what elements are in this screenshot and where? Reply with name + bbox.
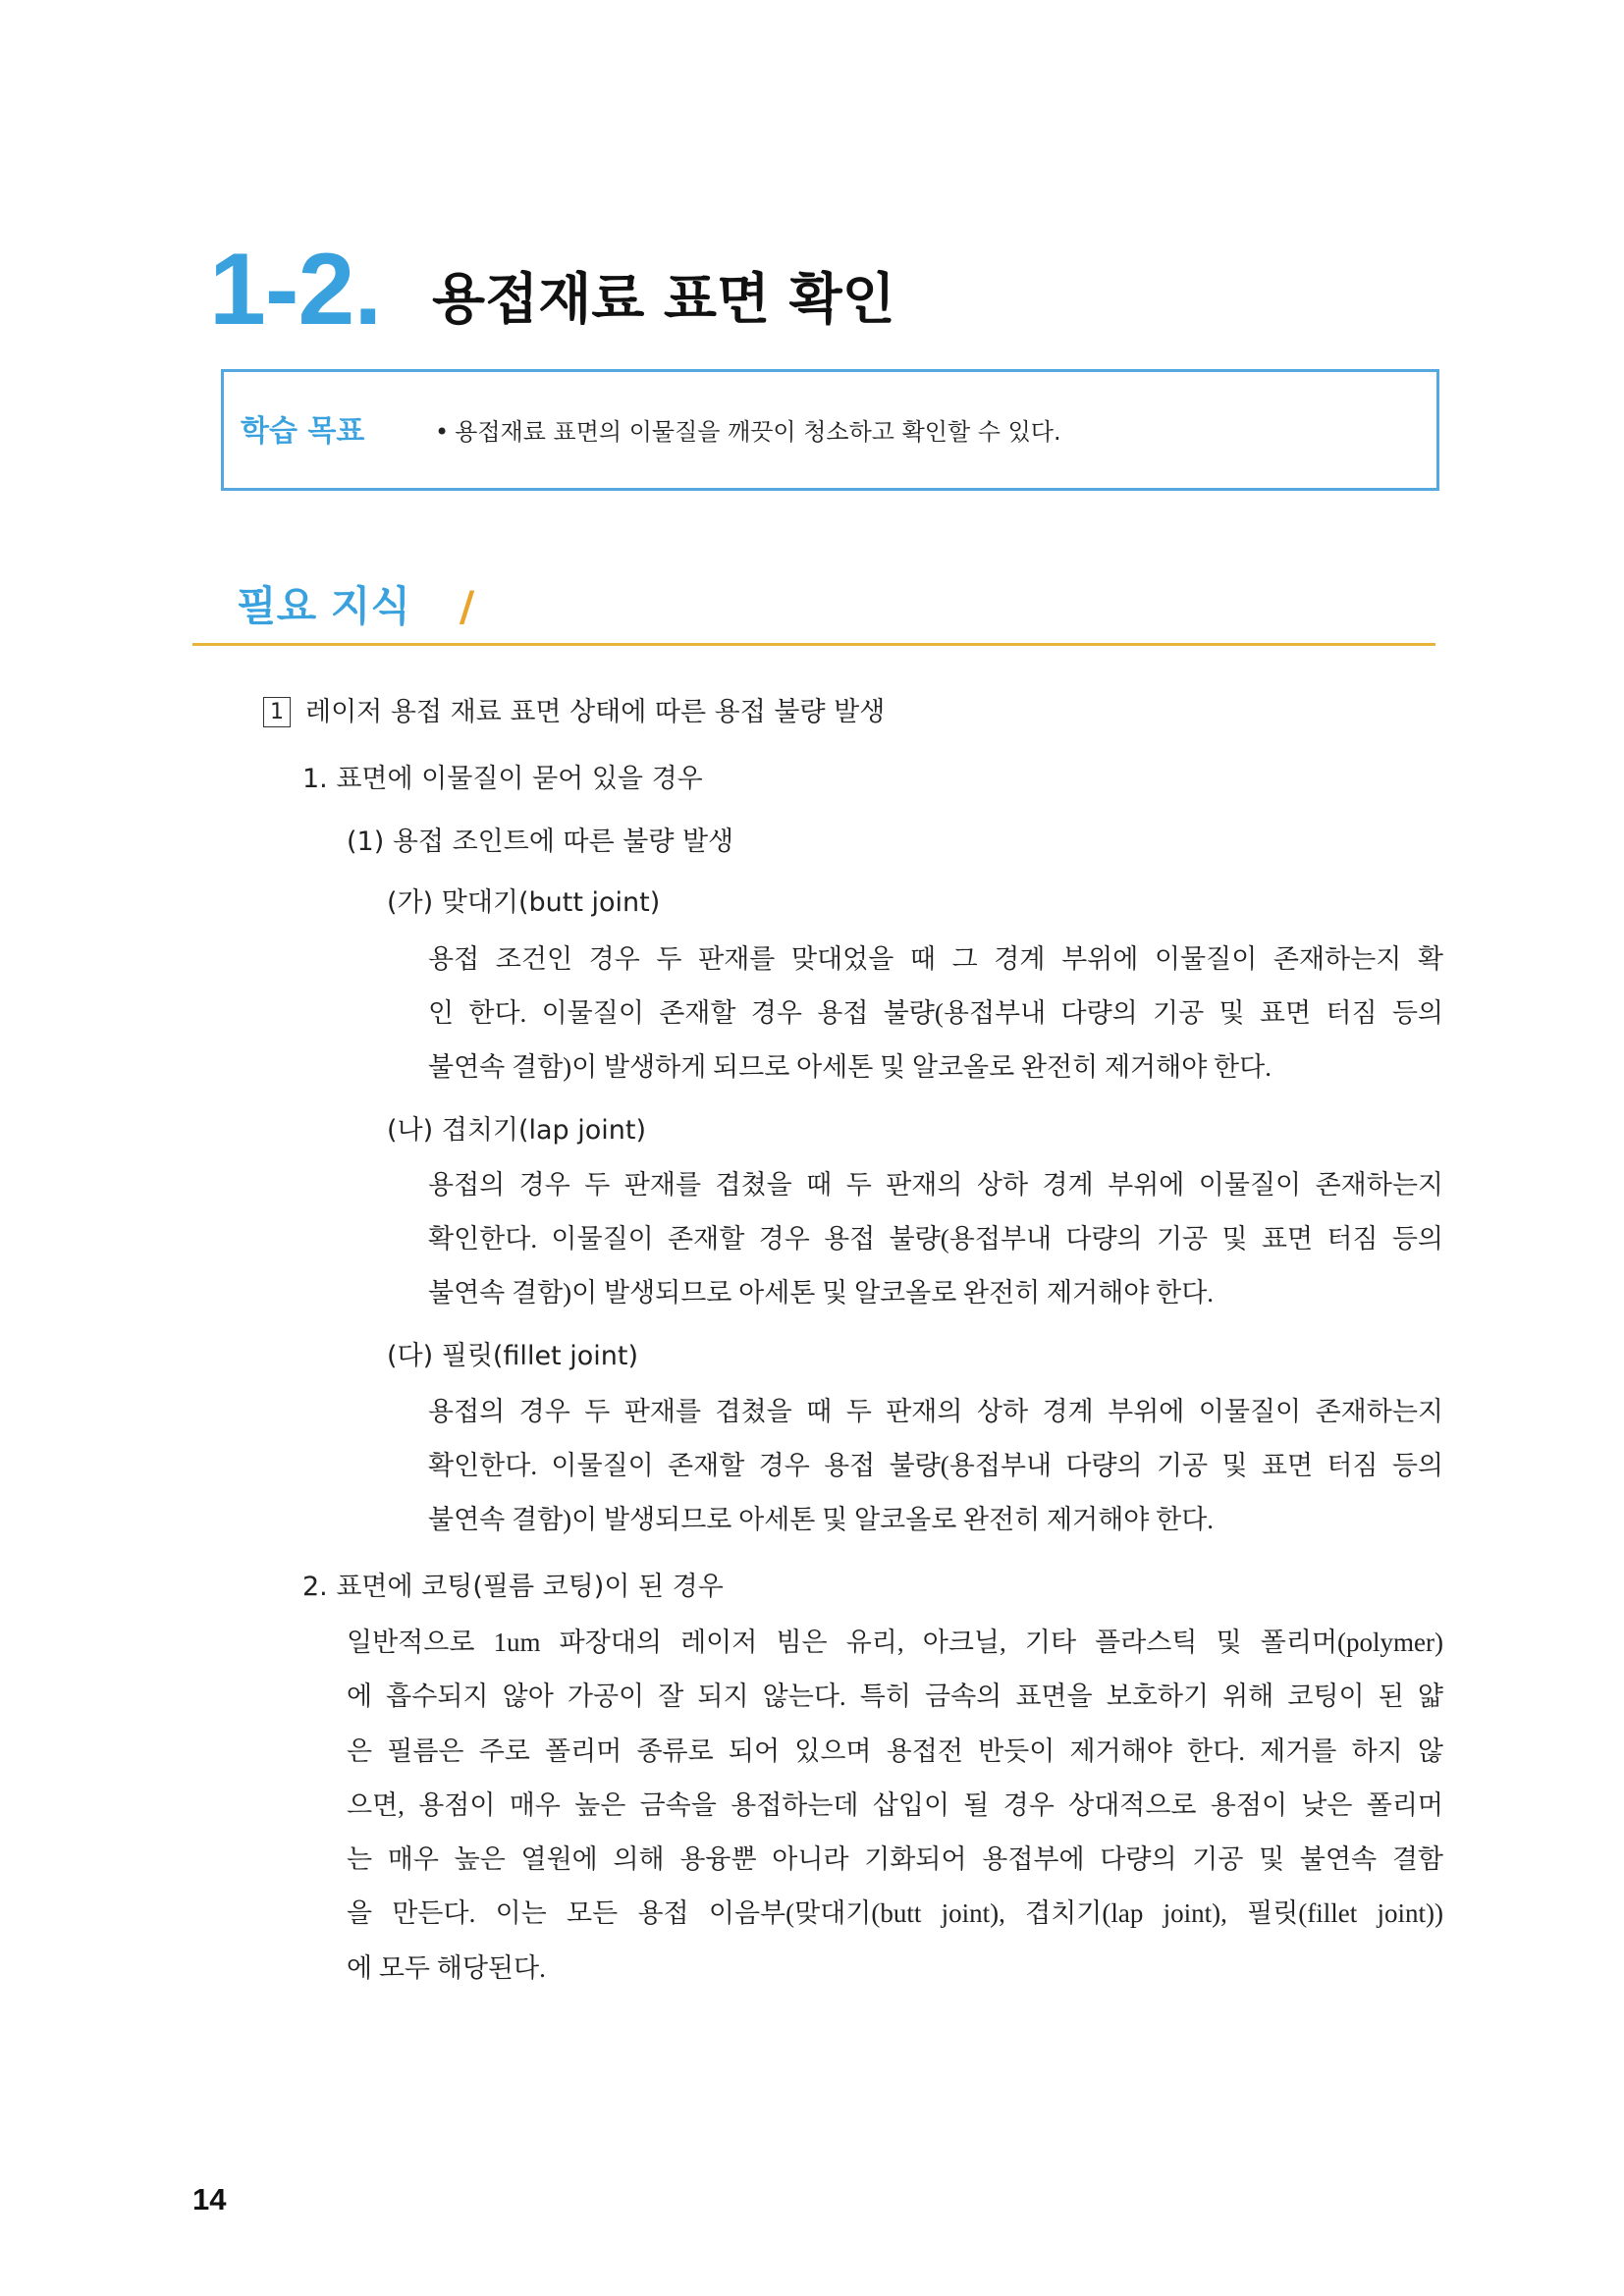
case2-heading: 2. 표면에 코팅(필름 코팅)이 된 경우 xyxy=(302,1572,724,1602)
paragraph-line: 에 흡수되지 않아 가공이 잘 되지 않는다. 특히 금속의 표면을 보호하기 위해 코팅이 된 얇 xyxy=(347,1682,1443,1712)
learning-goal-text xyxy=(435,418,1061,446)
fillet-joint-paragraph xyxy=(428,1385,1443,1547)
paragraph-line: 용접의 경우 두 판재를 겹쳤을 때 두 판재의 상하 경계 부위에 이물질이 존재하는지 xyxy=(428,1170,1443,1200)
chapter-title: 용접재료 표면 확인 xyxy=(432,268,895,332)
section-divider xyxy=(192,643,1435,646)
paragraph-line: 용접 조건인 경우 두 판재를 맞대었을 때 그 경계 부위에 이물질이 존재하는지 확 xyxy=(428,944,1443,974)
paragraph-line: 불연속 결함)이 발생되므로 아세톤 및 알코올로 완전히 제거해야 한다. xyxy=(428,1278,1215,1308)
case1-subheading: (1) 용접 조인트에 따른 불량 발생 xyxy=(347,827,734,857)
topic-heading xyxy=(263,685,885,739)
paragraph-line: 일반적으로 1um 파장대의 레이저 빔은 유리, 아크닐, 기타 플라스틱 및 폴리머(polymer) xyxy=(347,1628,1443,1657)
paragraph-line: 확인한다. 이물질이 존재할 경우 용접 불량(용접부내 다량의 기공 및 표면 터짐 등의 xyxy=(428,1224,1443,1254)
learning-goal-statement: 용접재료 표면의 이물질을 깨끗이 청소하고 확인할 수 있다. xyxy=(455,418,1061,446)
paragraph-line: 은 필름은 주로 폴리머 종류로 되어 있으며 용접전 반듯이 제거해야 한다. 제거를 하지 않 xyxy=(347,1735,1443,1766)
case1-heading: 1. 표면에 이물질이 묻어 있을 경우 xyxy=(302,764,703,794)
paragraph-line: 으면, 용점이 매우 높은 금속을 용접하는데 삽입이 될 경우 상대적으로 용점이 낮은 폴리머 xyxy=(347,1789,1443,1820)
paragraph-line: 불연속 결함)이 발생하게 되므로 아세톤 및 알코올로 완전히 제거해야 한다. xyxy=(428,1052,1272,1082)
learning-goal-label: 학습 목표 xyxy=(241,414,365,449)
paragraph-line: 는 매우 높은 열원에 의해 용융뿐 아니라 기화되어 용접부에 다량의 기공 및 불연속 결함 xyxy=(347,1844,1443,1875)
topic-title: 레이저 용접 재료 표면 상태에 따른 용접 불량 발생 xyxy=(305,697,886,727)
chapter-number: 1-2. xyxy=(209,233,382,347)
case2-paragraph xyxy=(347,1616,1443,1996)
section-heading-text: 필요 지식 xyxy=(237,582,410,630)
paragraph-line: 확인한다. 이물질이 존재할 경우 용접 불량(용접부내 다량의 기공 및 표면 터짐 등의 xyxy=(428,1451,1443,1480)
section-heading-slash: / xyxy=(459,582,475,630)
paragraph-line: 용접의 경우 두 판재를 겹쳤을 때 두 판재의 상하 경계 부위에 이물질이 존재하는지 xyxy=(428,1397,1443,1426)
paragraph-line: 에 모두 해당된다. xyxy=(347,1952,546,1983)
paragraph-line: 을 만든다. 이는 모든 용접 이음부(맞대기(butt joint), 겹치기(lap joint), 필릿(fillet joint)) xyxy=(347,1898,1443,1929)
paragraph-line: 인 한다. 이물질이 존재할 경우 용접 불량(용접부내 다량의 기공 및 표면 터짐 등의 xyxy=(428,998,1443,1028)
page-number: 14 xyxy=(192,2182,227,2216)
bullet-icon: • xyxy=(435,418,450,446)
topic-number-box: 1 xyxy=(263,697,291,727)
butt-joint-heading: (가) 맞대기(butt joint) xyxy=(387,887,661,918)
lap-joint-heading: (나) 겹치기(lap joint) xyxy=(387,1115,647,1146)
paragraph-line: 불연속 결함)이 발생되므로 아세톤 및 알코올로 완전히 제거해야 한다. xyxy=(428,1505,1215,1534)
butt-joint-paragraph xyxy=(428,933,1443,1095)
fillet-joint-heading: (다) 필릿(fillet joint) xyxy=(387,1341,638,1371)
lap-joint-paragraph xyxy=(428,1158,1443,1320)
section-heading xyxy=(237,583,474,630)
